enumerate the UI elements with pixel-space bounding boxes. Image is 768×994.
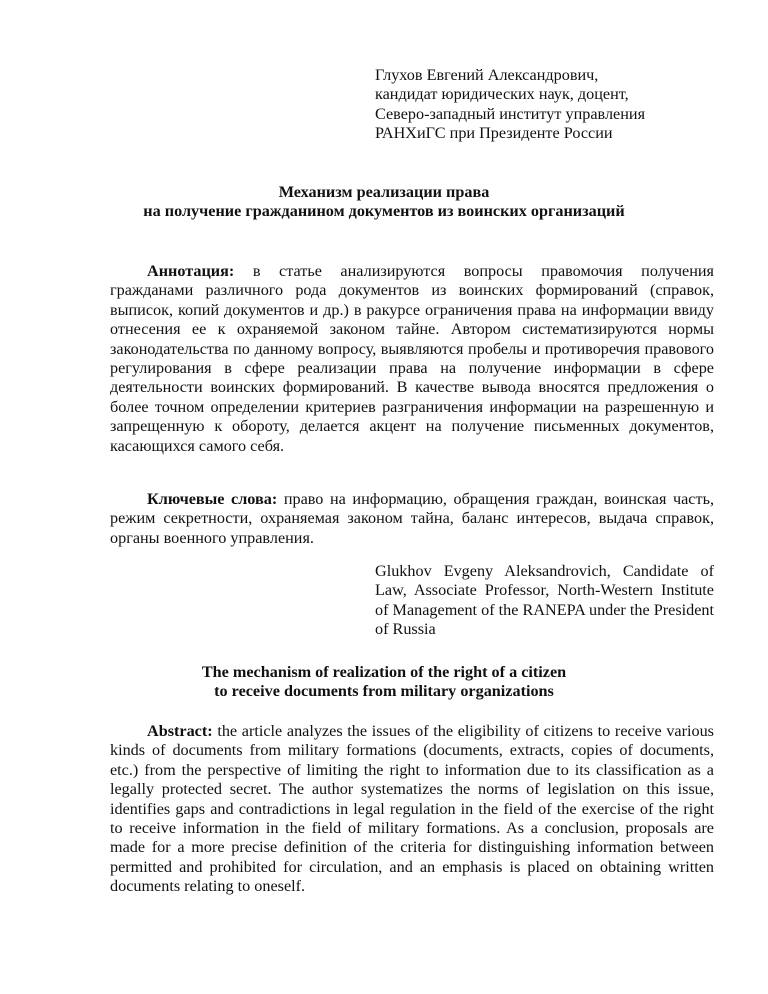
abstract-english — [110, 722, 714, 897]
keywords-ru-text: право на информацию, обращения граждан, воинская часть, режим секретности, охраняемая законом тайна, баланс интересов, выдача справок, органы военного управления. — [110, 490, 714, 547]
author-degree-ru: кандидат юридических наук, доцент, — [375, 85, 629, 104]
article-title-russian — [60, 183, 708, 222]
abstract-ru-label: Аннотация: — [147, 262, 235, 280]
title-ru-line-2: на получение гражданином документов из воинских организаций — [143, 202, 625, 221]
author-info-russian — [375, 66, 715, 144]
author-info-english — [375, 562, 714, 640]
keywords-ru-label: Ключевые слова: — [147, 490, 278, 508]
title-en-line-1: The mechanism of realization of the right of a citizen — [201, 663, 567, 681]
title-en-line-2: to receive documents from military organizations — [214, 682, 554, 701]
abstract-russian — [110, 262, 714, 456]
abstract-en-label: Abstract: — [147, 722, 213, 740]
author-text-en: Glukhov Evgeny Aleksandrovich, Candidate of Law, Associate Professor, North-Western Institute of Management of the RANEPA under the President of Russia — [375, 562, 714, 639]
keywords-russian — [110, 490, 714, 548]
author-organization-ru: РАНХиГС при Президенте России — [375, 124, 613, 143]
abstract-en-text: the article analyzes the issues of the eligibility of citizens to receive various kinds of documents from military formations (documents, extracts, copies of documents, etc.) from the perspective of limiting the right to information due to its classification as a legally protected secret. The author systematizes the norms of legislation on this issue, identifies gaps and contradictions in legal regulation in the field of the exercise of the right to receive information in the field of military formations. As a conclusion, proposals are made for a more precise definition of the criteria for distinguishing information between permitted and prohibited for circulation, and an emphasis is placed on obtaining written documents relating to oneself. — [110, 722, 714, 896]
author-institute-ru: Северо-западный институт управления — [375, 104, 646, 123]
title-ru-line-1: Механизм реализации права — [278, 183, 490, 201]
abstract-ru-text: в статье анализируются вопросы правомочия получения гражданами различного рода документов из воинских формирований (справок, выписок, копий документов и др.) в ракурсе ограничения права на информации ввиду отнесения ее к охраняемой законом тайне. Автором систематизируются нормы законодательства по данному вопросу, выявляются пробелы и противоречия правового регулирования в сфере реализации права на получение информации в сфере деятельности воинских формирований. В качестве вывода вносятся предложения о более точном определении критериев разграничения информации на разрешенную и запрещенную к обороту, делается акцент на получение письменных документов, касающихся самого себя. — [110, 262, 714, 455]
author-name-ru: Глухов Евгений Александрович, — [375, 66, 599, 84]
article-title-english — [60, 663, 708, 702]
